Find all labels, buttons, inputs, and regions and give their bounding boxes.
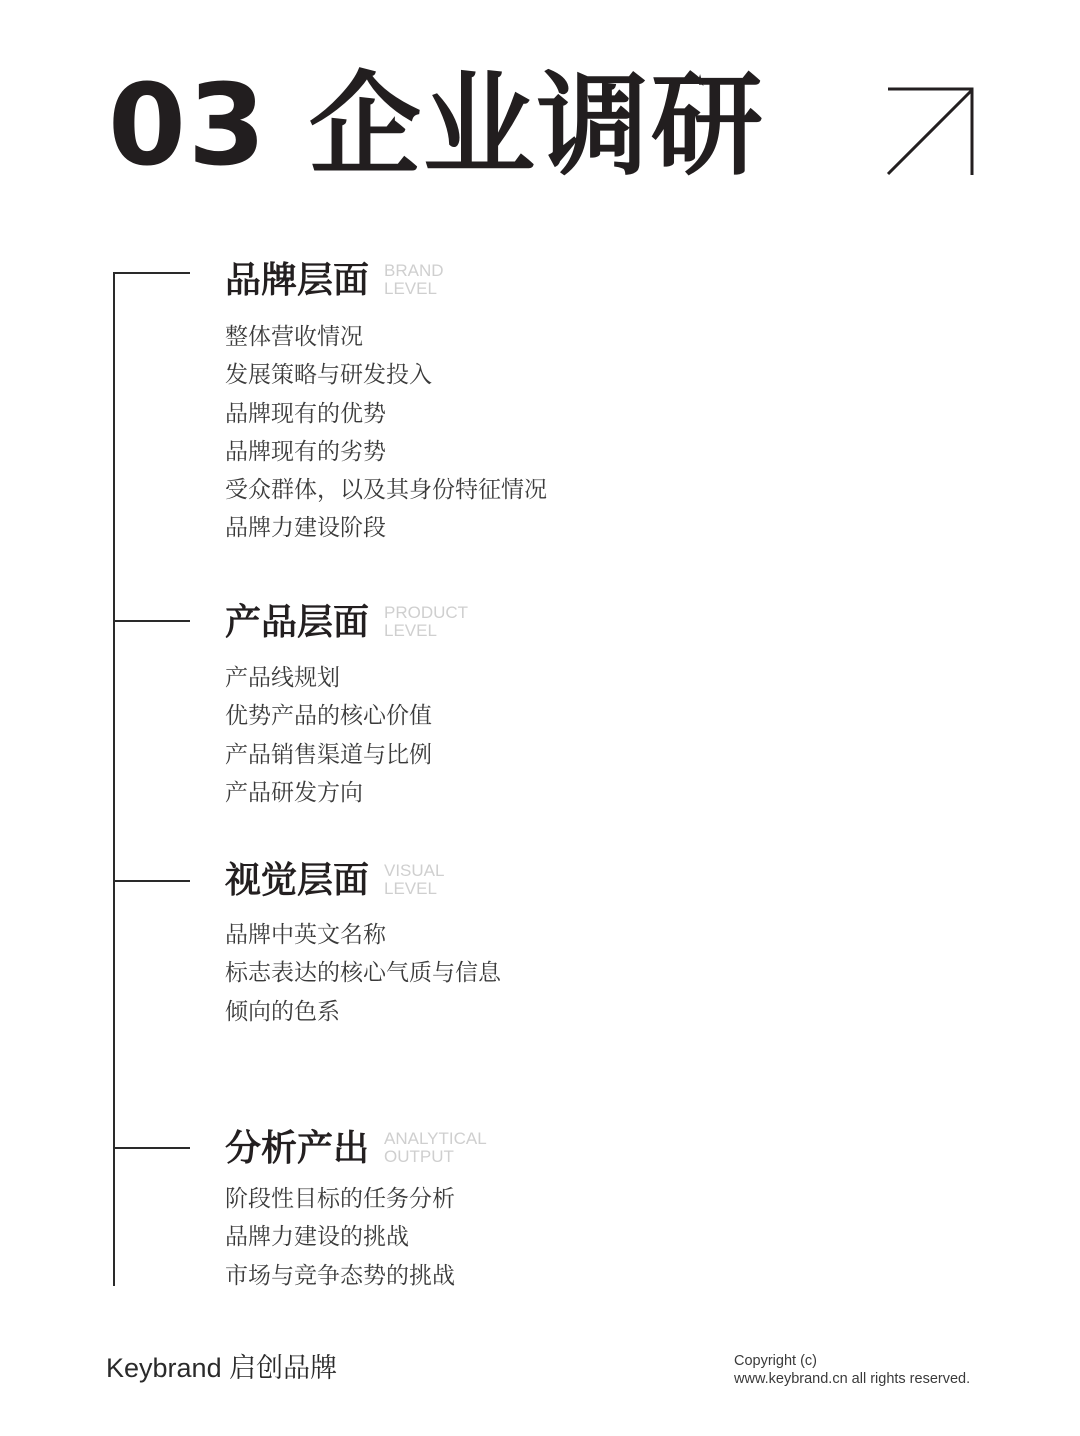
list-item: 倾向的色系 <box>225 998 340 1025</box>
section-subtitle-line: VISUAL <box>384 861 445 880</box>
list-item: 产品销售渠道与比例 <box>225 741 432 768</box>
section-subtitle-line: LEVEL <box>384 879 437 898</box>
list-item: 市场与竞争态势的挑战 <box>225 1262 455 1289</box>
list-item: 品牌力建设的挑战 <box>225 1224 409 1251</box>
list-item: 产品线规划 <box>225 665 340 691</box>
section-title: 产品层面 <box>225 602 370 643</box>
section-subtitle-line: LEVEL <box>384 279 437 298</box>
section-list-brand <box>225 318 547 548</box>
section-subtitle-line: LEVEL <box>384 621 437 640</box>
section-title: 品牌层面 <box>225 260 370 301</box>
timeline-vertical-line <box>113 272 115 1286</box>
timeline-branch-analysis <box>113 1147 190 1149</box>
list-item: 品牌现有的优势 <box>225 400 386 427</box>
timeline-branch-visual <box>113 880 190 882</box>
section-subtitle <box>384 862 444 898</box>
section-list-analysis <box>225 1180 455 1295</box>
section-subtitle-line: OUTPUT <box>384 1147 454 1166</box>
list-item: 整体营收情况 <box>225 324 363 350</box>
timeline-branch-product <box>113 620 190 622</box>
section-subtitle-line: PRODUCT <box>384 603 469 622</box>
list-item: 受众群体，以及其身份特征情况 <box>225 477 547 504</box>
footer-brand: Keybrand 启创品牌 <box>106 1353 338 1383</box>
list-item: 产品研发方向 <box>225 779 363 806</box>
section-subtitle <box>384 604 468 640</box>
list-item: 品牌中英文名称 <box>225 922 386 948</box>
section-subtitle-line: ANALYTICAL <box>384 1129 487 1148</box>
section-subtitle <box>384 262 444 298</box>
list-item: 标志表达的核心气质与信息 <box>225 960 501 987</box>
timeline-branch-brand <box>113 272 190 274</box>
page-title: 03 企业调研 <box>108 61 765 191</box>
copyright-line: Copyright (c) <box>734 1353 817 1369</box>
section-title: 分析产出 <box>225 1128 370 1169</box>
section-list-visual <box>225 916 501 1031</box>
section-title: 视觉层面 <box>225 860 370 901</box>
list-item: 发展策略与研发投入 <box>225 362 432 389</box>
list-item: 品牌力建设阶段 <box>225 515 386 542</box>
copyright-line: www.keybrand.cn all rights reserved. <box>734 1371 971 1387</box>
section-subtitle <box>384 1130 487 1166</box>
section-list-product <box>225 659 432 812</box>
list-item: 阶段性目标的任务分析 <box>225 1186 455 1212</box>
arrow-up-right-icon <box>882 84 978 180</box>
section-subtitle-line: BRAND <box>384 261 444 280</box>
list-item: 优势产品的核心价值 <box>225 703 432 730</box>
footer-copyright <box>734 1352 970 1388</box>
list-item: 品牌现有的劣势 <box>225 438 386 465</box>
